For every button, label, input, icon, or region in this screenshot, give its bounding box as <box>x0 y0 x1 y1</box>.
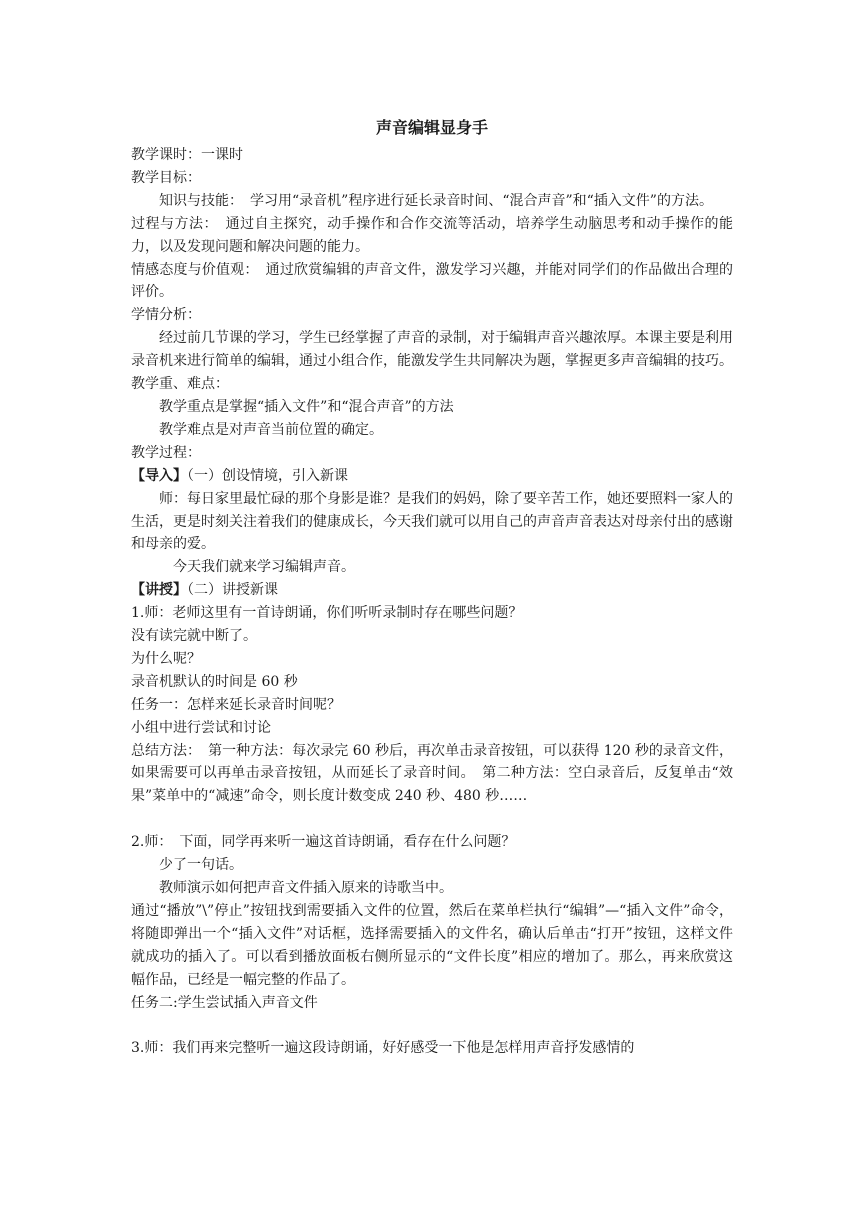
document-title: 声音编辑显身手 <box>375 118 488 137</box>
teacher-demo: 教师演示如何把声音文件插入原来的诗歌当中。 <box>159 879 453 896</box>
task-1: 任务一：怎样来延长录音时间呢？ <box>131 696 341 713</box>
section-intro-heading <box>131 465 733 488</box>
section-intro-tag: 【导入】 <box>131 467 187 484</box>
key-points-heading: 教学重、难点： <box>131 376 229 393</box>
step-2-answer: 少了一句话。 <box>159 857 243 874</box>
key-point: 教学重点是掌握“插入文件”和“混合声音”的方法 <box>159 398 454 415</box>
intro-text: 师：每日家里最忙碌的那个身影是谁？是我们的妈妈，除了要辛苦工作，她还要照料一家人的生活，更是时刻关注着我们的健康成长，今天我们就可以用自己的声音声音表达对母亲付出的感谢和母亲的爱。 <box>131 490 733 553</box>
intro-closing: 今天我们就来学习编辑声音。 <box>173 559 355 576</box>
blank-line <box>131 1014 733 1037</box>
step-3-question: 3.师：我们再来完整听一遍这段诗朗诵，好好感受一下他是怎样用声音抒发感情的 <box>131 1040 635 1057</box>
document-page <box>131 112 733 1060</box>
difficult-point: 教学难点是对声音当前位置的确定。 <box>159 421 383 438</box>
step-2-question: 2.师： 下面，同学再来听一遍这首诗朗诵，看存在什么问题？ <box>131 834 516 851</box>
step-1-why: 为什么呢？ <box>131 650 201 667</box>
task-2: 任务二:学生尝试插入声音文件 <box>131 994 318 1011</box>
lesson-hours: 教学课时：一课时 <box>131 147 243 163</box>
method-summary: 总结方法： 第一种方法：每次录完 60 秒后，再次单击录音按钮，可以获得 120 秒的录音文件，如果需要可以再单击录音按钮，从而延长了录音时间。 第二种方法：空白录音后，反复单击“效果”菜单中的“减速”命令，则长度计数变成 240 秒、480 秒…… <box>131 742 733 805</box>
group-discussion: 小组中进行尝试和讨论 <box>131 719 271 736</box>
objective-knowledge: 知识与技能： 学习用“录音机”程序进行延长录音时间、“混合声音”和“插入文件”的方法。 <box>159 192 713 209</box>
objective-attitude: 情感态度与价值观： 通过欣赏编辑的声音文件，激发学习兴趣，并能对同学们的作品做出合理的评价。 <box>131 261 733 301</box>
step-1-answer: 没有读完就中断了。 <box>131 628 257 645</box>
section-teach-title: （二）讲授新课 <box>187 582 278 599</box>
blank-line <box>131 808 733 831</box>
objective-process: 过程与方法： 通过自主探究，动手操作和合作交流等活动，培养学生动脑思考和动手操作的能力，以及发现问题和解决问题的能力。 <box>131 215 733 255</box>
analysis-text: 经过前几节课的学习，学生已经掌握了声音的录制，对于编辑声音兴趣浓厚。本课主要是利用录音机来进行简单的编辑，通过小组合作，能激发学生共同解决为题，掌握更多声音编辑的技巧。 <box>131 330 733 370</box>
process-heading: 教学过程： <box>131 444 201 461</box>
step-1-reason: 录音机默认的时间是 60 秒 <box>131 673 298 690</box>
insert-file-steps: 通过“播放”\”停止”按钮找到需要插入文件的位置，然后在菜单栏执行“编辑”—“插入文件”命令，将随即弹出一个“插入文件”对话框，选择需要插入的文件名，确认后单击“打开”按钮，这样文件就成功的插入了。可以看到播放面板右侧所显示的“文件长度”相应的增加了。那么，再来欣赏这幅作品，已经是一幅完整的作品了。 <box>131 902 733 988</box>
analysis-heading: 学情分析： <box>131 307 201 324</box>
objectives-heading: 教学目标： <box>131 169 201 186</box>
section-teach-heading <box>131 579 733 602</box>
step-1-question: 1.师：老师这里有一首诗朗诵，你们听听录制时存在哪些问题？ <box>131 605 523 622</box>
section-intro-title: （一）创设情境，引入新课 <box>187 467 348 484</box>
section-teach-tag: 【讲授】 <box>131 582 187 599</box>
